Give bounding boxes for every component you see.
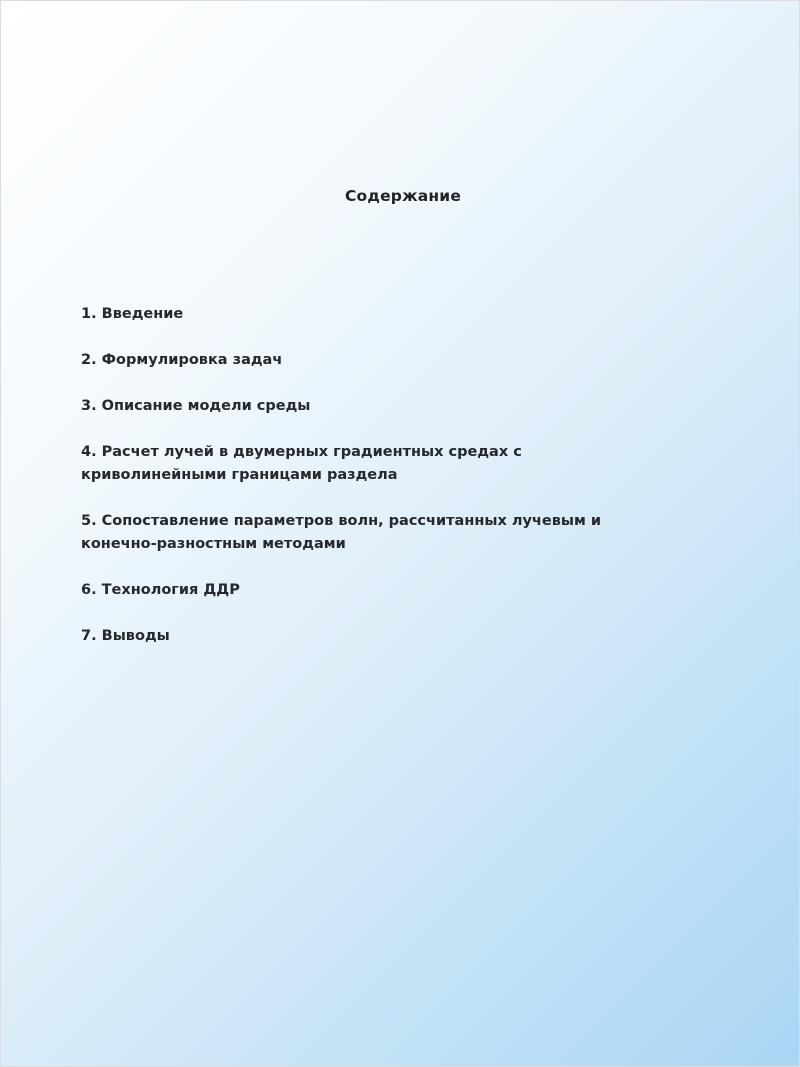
toc-item-introduction bbox=[81, 303, 701, 326]
toc-item-text: 7. Выводы bbox=[81, 628, 170, 644]
toc-item-wave-comparison bbox=[81, 510, 701, 556]
toc-item-text: 2. Формулировка задач bbox=[81, 352, 283, 368]
toc-item-text-continued: конечно-разностным методами bbox=[81, 536, 346, 552]
toc-item-text-continued: криволинейными границами раздела bbox=[81, 467, 398, 483]
toc-item-text: 3. Описание модели среды bbox=[81, 398, 311, 414]
toc-item-text: 6. Технология ДДР bbox=[81, 582, 240, 598]
toc-item-problem-statement bbox=[81, 349, 701, 372]
toc-item-text: 5. Сопоставление параметров волн, рассчитанных лучевым и bbox=[81, 513, 602, 529]
toc-item-conclusions bbox=[81, 625, 701, 648]
table-of-contents bbox=[81, 303, 701, 671]
toc-item-text: 4. Расчет лучей в двумерных градиентных средах с bbox=[81, 444, 522, 460]
toc-item-ddr-technology bbox=[81, 579, 701, 602]
toc-item-medium-model bbox=[81, 395, 701, 418]
toc-item-ray-calculation bbox=[81, 441, 701, 487]
page-title: Содержание bbox=[344, 187, 462, 205]
toc-item-text: 1. Введение bbox=[81, 306, 184, 322]
